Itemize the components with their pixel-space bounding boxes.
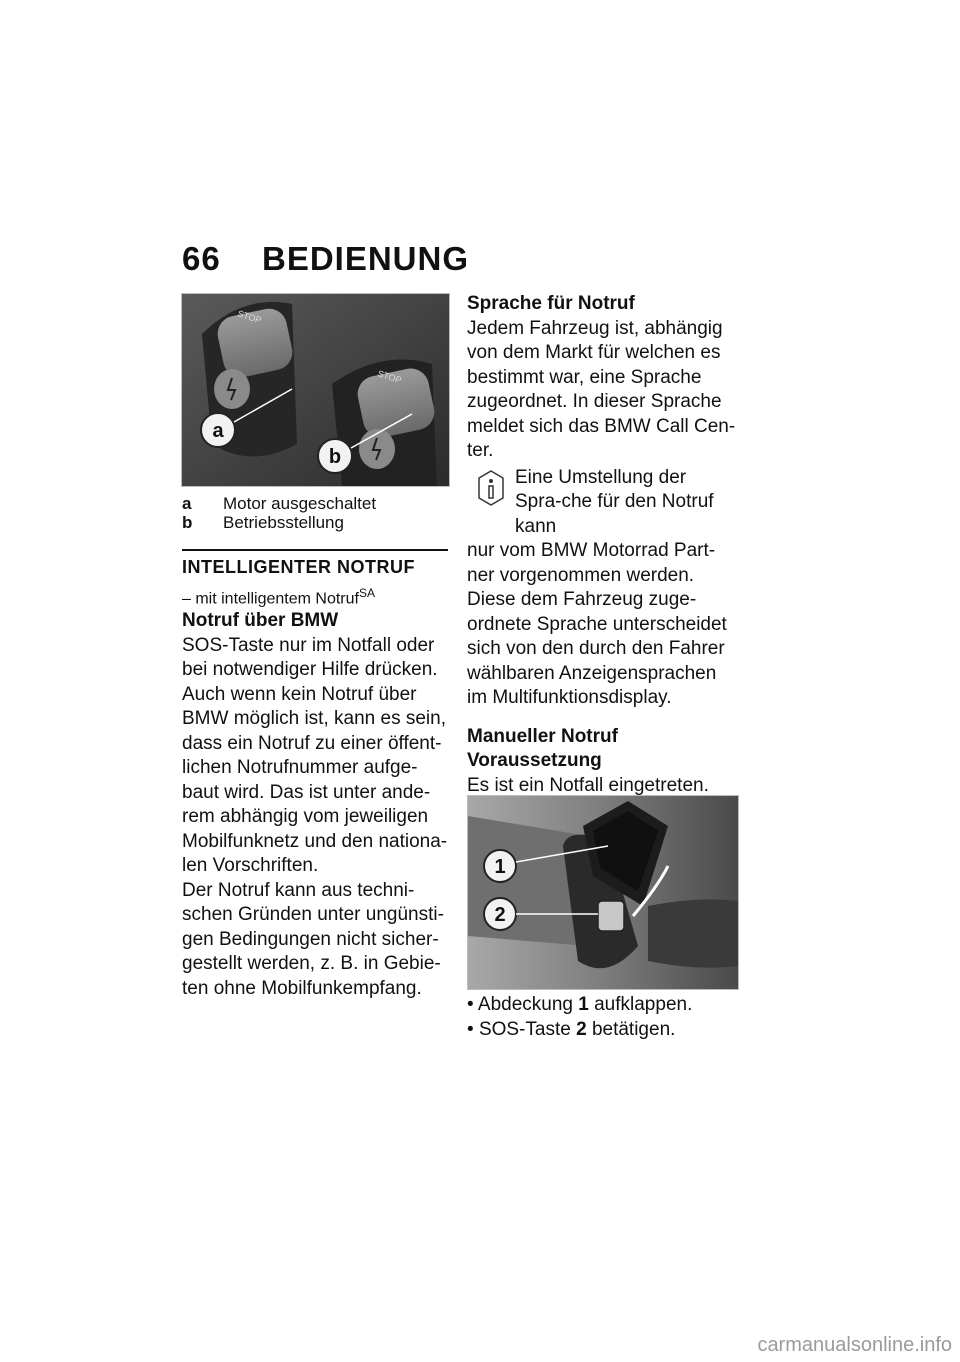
info-text: nur vom BMW Motorrad Part-ner vorgenommen werden. Diese dem Fahrzeug zuge-ordnete Sprache unterscheidet sich von den durch den Fahrer wählbaren Anzeigensprachen im Multifunktionsdisplay.: [467, 540, 727, 708]
stop-label: STOP: [376, 368, 403, 386]
paragraph: SOS-Taste nur im Notfall oder bei notwendiger Hilfe drücken.: [182, 634, 438, 680]
engine-switch-illustration: [182, 294, 449, 486]
notruf-bmw-heading: Notruf über BMW: [182, 610, 339, 631]
bullet: •: [467, 994, 474, 1015]
legend-text: Motor ausgeschaltet: [223, 494, 377, 513]
notruf-bmw-block: [182, 609, 450, 1001]
paragraph: Es ist ein Notfall eingetreten.: [467, 774, 709, 796]
manuell-heading: Manueller Notruf: [467, 725, 618, 747]
step-ref: 1: [578, 994, 589, 1015]
legend-key: b: [182, 513, 193, 532]
legend-item-a: [182, 494, 452, 513]
step-ref: 2: [576, 1018, 587, 1040]
step-text: aufklappen.: [588, 994, 693, 1015]
section-subtitle: [182, 586, 375, 608]
sa-superscript: SA: [358, 586, 375, 600]
figure-engine-switch: [181, 293, 450, 487]
step-item: [467, 993, 737, 1018]
page-number: 66: [182, 240, 221, 277]
callout-b: b: [328, 446, 342, 468]
callout-2: 2: [494, 904, 506, 926]
callout-a: a: [212, 420, 224, 442]
step-item: [467, 1018, 737, 1043]
figure-legend: [182, 494, 452, 532]
manuell-subheading: Voraussetzung: [467, 750, 602, 771]
legend-key: a: [182, 494, 192, 513]
sprache-block: [467, 292, 737, 847]
paragraph: Jedem Fahrzeug ist, abhängig von dem Markt für welchen es bestimmt war, eine Sprache zugeordnet. In dieser Sprache meldet sich das BMW Call Cen-ter.: [467, 317, 736, 461]
legend-text: Betriebsstellung: [223, 513, 344, 532]
chapter-title: BEDIENUNG: [262, 240, 470, 277]
sos-button-illustration: [468, 796, 738, 989]
subtitle-text: – mit intelligentem Notruf: [182, 590, 359, 608]
sprache-heading: Sprache für Notruf: [467, 293, 635, 314]
info-lead: Eine Umstellung der Spra-che für den Notruf kann: [515, 466, 714, 537]
paragraph: Auch wenn kein Notruf über BMW möglich ist, kann es sein, dass ein Notruf zu einer öffent-lichen Notrufnummer aufge-baut wird. Das ist unter ande-rem abhängig vom jeweiligen Mobilfunknetz und den nationa-len Vorschriften.: [182, 683, 448, 876]
paragraph: Der Notruf kann aus techni-schen Gründen unter ungünsti-gen Bedingungen nicht sicher-gestellt werden, z. B. in Gebie-ten ohne Mobilfunkempfang.: [182, 879, 444, 999]
legend-item-b: [182, 513, 452, 532]
section-title: INTELLIGENTER NOTRUF: [182, 557, 415, 577]
stop-label: STOP: [236, 308, 263, 326]
watermark: carmanualsonline.info: [757, 1334, 952, 1356]
callout-1: 1: [494, 856, 506, 878]
bullet: •: [467, 1018, 474, 1040]
figure-sos-button: [467, 795, 739, 990]
step-text: SOS-Taste: [478, 1018, 577, 1040]
step-text: betätigen.: [586, 1018, 676, 1040]
section-divider: [182, 549, 448, 551]
steps-list: [467, 993, 737, 1042]
info-icon: [475, 468, 507, 508]
info-note: [467, 466, 737, 540]
step-text: Abdeckung: [477, 994, 579, 1015]
page-header: [182, 240, 469, 278]
